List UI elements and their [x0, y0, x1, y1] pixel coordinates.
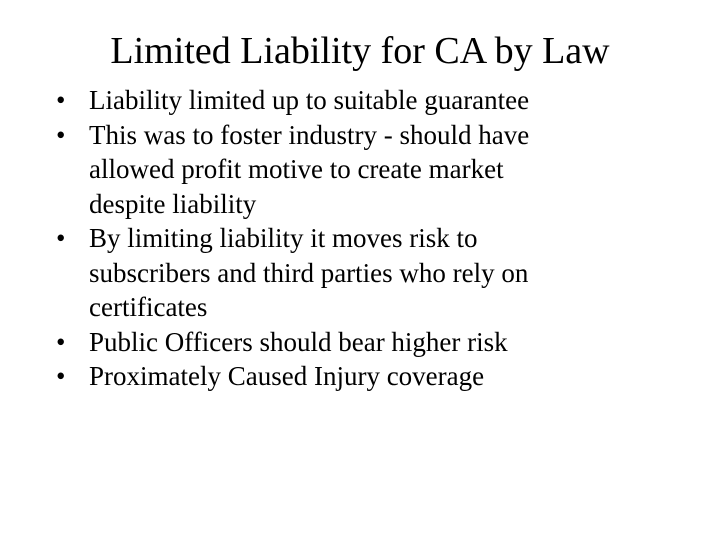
bullet-item	[56, 118, 676, 222]
bullet-item	[56, 359, 676, 394]
bullet-text-line: By limiting liability it moves risk to	[89, 223, 478, 253]
bullet-item	[56, 83, 676, 118]
bullet-text-line: Proximately Caused Injury coverage	[89, 361, 485, 391]
bullet-dot-icon: •	[56, 223, 66, 253]
bullet-text-line: Liability limited up to suitable guarantee	[89, 85, 530, 115]
bullet-dot-icon: •	[56, 361, 66, 391]
bullet-list	[56, 83, 676, 394]
bullet-dot-icon: •	[56, 326, 66, 357]
bullet-text-line: Public Officers should bear higher risk	[89, 326, 508, 357]
bullet-text-line: despite liability	[89, 188, 257, 219]
bullet-text-line: certificates	[89, 292, 208, 322]
bullet-text-line: subscribers and third parties who rely on	[89, 257, 529, 288]
bullet-text-line: This was to foster industry - should have	[89, 119, 530, 150]
bullet-item	[56, 325, 676, 360]
bullet-item	[56, 221, 676, 325]
bullet-text-line: allowed profit motive to create market	[89, 154, 504, 184]
bullet-dot-icon: •	[56, 85, 66, 115]
slide-title: Limited Liability for CA by Law	[110, 30, 610, 72]
bullet-dot-icon: •	[56, 119, 66, 150]
